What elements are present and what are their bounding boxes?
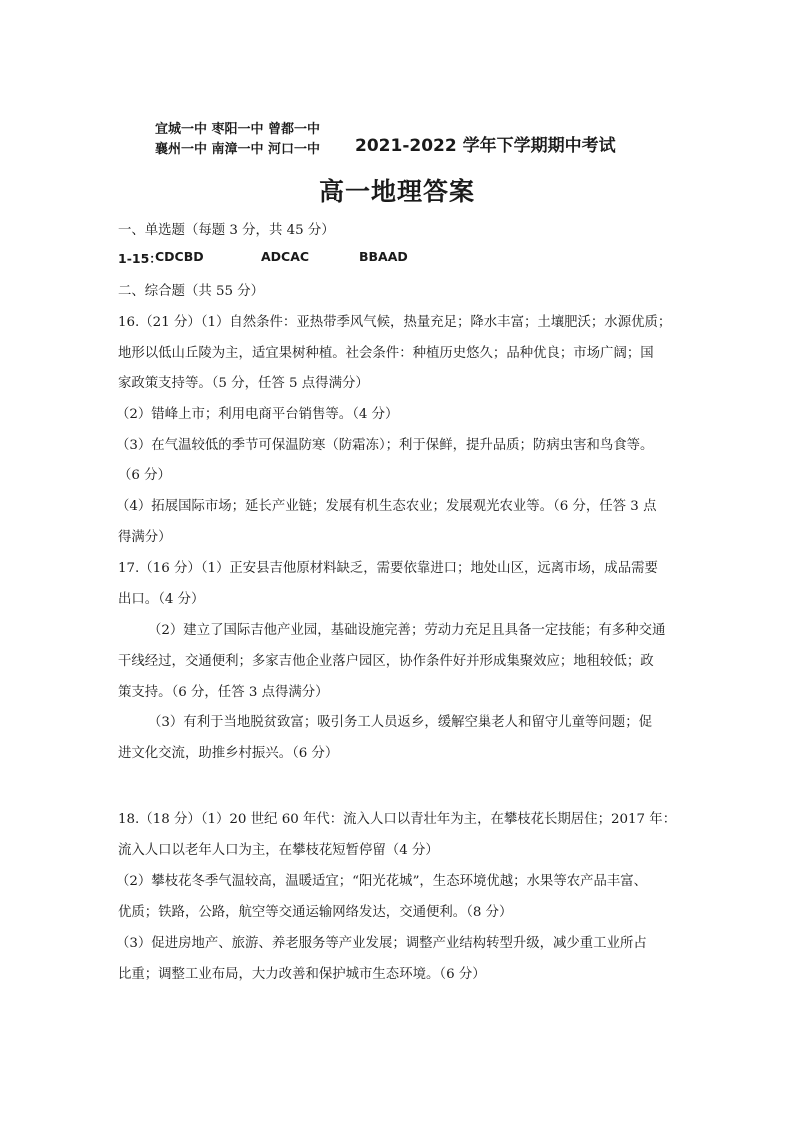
answer-line: 16.（21 分）（1）自然条件：亚热带季风气候，热量充足；降水丰富；土壤肥沃；水源优质； — [118, 315, 672, 330]
section1-title: 一、单选题（每题 3 分，共 45 分） — [118, 223, 335, 238]
answer-line: 18.（18 分）（1）20 世纪 60 年代：流入人口以青壮年为主，在攀枝花长期居住；2017 年： — [118, 812, 677, 827]
schools-line-2: 襄州一中 南漳一中 河口一中 — [155, 142, 321, 157]
answer-group-3: BBAAD — [359, 249, 408, 264]
answer-line: 家政策支持等。（5 分，任答 5 点得满分） — [118, 376, 369, 391]
answer-line: （2）攀枝花冬季气温较高，温暖适宜；“阳光花城”，生态环境优越；水果等农产品丰富、 — [116, 874, 648, 889]
answer-line: 优质；铁路，公路，航空等交通运输网络发达，交通便利。（8 分） — [118, 905, 513, 920]
answer-line: （3）在气温较低的季节可保温防寒（防霜冻）；利于保鲜，提升品质；防病虫害和鸟食等。 — [116, 438, 654, 453]
answer-line: 进文化交流，助推乡村振兴。（6 分） — [118, 746, 339, 761]
answer-line: 得满分） — [118, 530, 172, 545]
answer-line: 地形以低山丘陵为主，适宜果树种植。社会条件：种植历史悠久；品种优良；市场广阔；国 — [118, 346, 654, 361]
answer-line: （2）建立了国际吉他产业园，基础设施完善；劳动力充足且具备一定技能；有多种交通 — [148, 623, 666, 638]
page-title: 高一地理答案 — [318, 177, 475, 206]
answer-line: 出口。（4 分） — [118, 592, 205, 607]
answer-group-2: ADCAC — [261, 249, 310, 264]
answer-line: 17.（16 分）（1）正安县吉他原材料缺乏，需要依靠进口；地处山区，远离市场，成品需要 — [118, 561, 658, 576]
exam-title: 2021-2022 学年下学期期中考试 — [355, 136, 616, 156]
answer-line: 策支持。（6 分，任答 3 点得满分） — [118, 685, 329, 700]
answer-line: 干线经过，交通便利；多家吉他企业落户园区，协作条件好并形成集聚效应；地租较低；政 — [118, 654, 654, 669]
answer-line: 比重；调整工业布局，大力改善和保护城市生态环境。（6 分） — [118, 967, 486, 982]
answer-line: （6 分） — [118, 468, 171, 483]
answer-line: （3）促进房地产、旅游、养老服务等产业发展；调整产业结构转型升级，减少重工业所占 — [116, 936, 647, 951]
schools-line-1: 宜城一中 枣阳一中 曾都一中 — [155, 122, 321, 137]
answer-line: （4）拓展国际市场；延长产业链；发展有机生态农业；发展观光农业等。（6 分，任答 3 点 — [116, 499, 657, 514]
answer-line: 流入人口以老年人口为主，在攀枝花短暂停留（4 分） — [118, 843, 439, 858]
answer-line: （3）有利于当地脱贫致富；吸引务工人员返乡，缓解空巢老人和留守儿童等问题；促 — [148, 715, 652, 730]
answer-group-1: CDCBD — [155, 249, 204, 264]
school-list — [155, 120, 320, 160]
answer-line: （2）错峰上市；利用电商平台销售等。（4 分） — [116, 407, 399, 422]
answers-label: 1-15： — [118, 251, 162, 266]
section2-title: 二、综合题（共 55 分） — [118, 284, 265, 299]
choice-answers-row — [118, 249, 408, 267]
